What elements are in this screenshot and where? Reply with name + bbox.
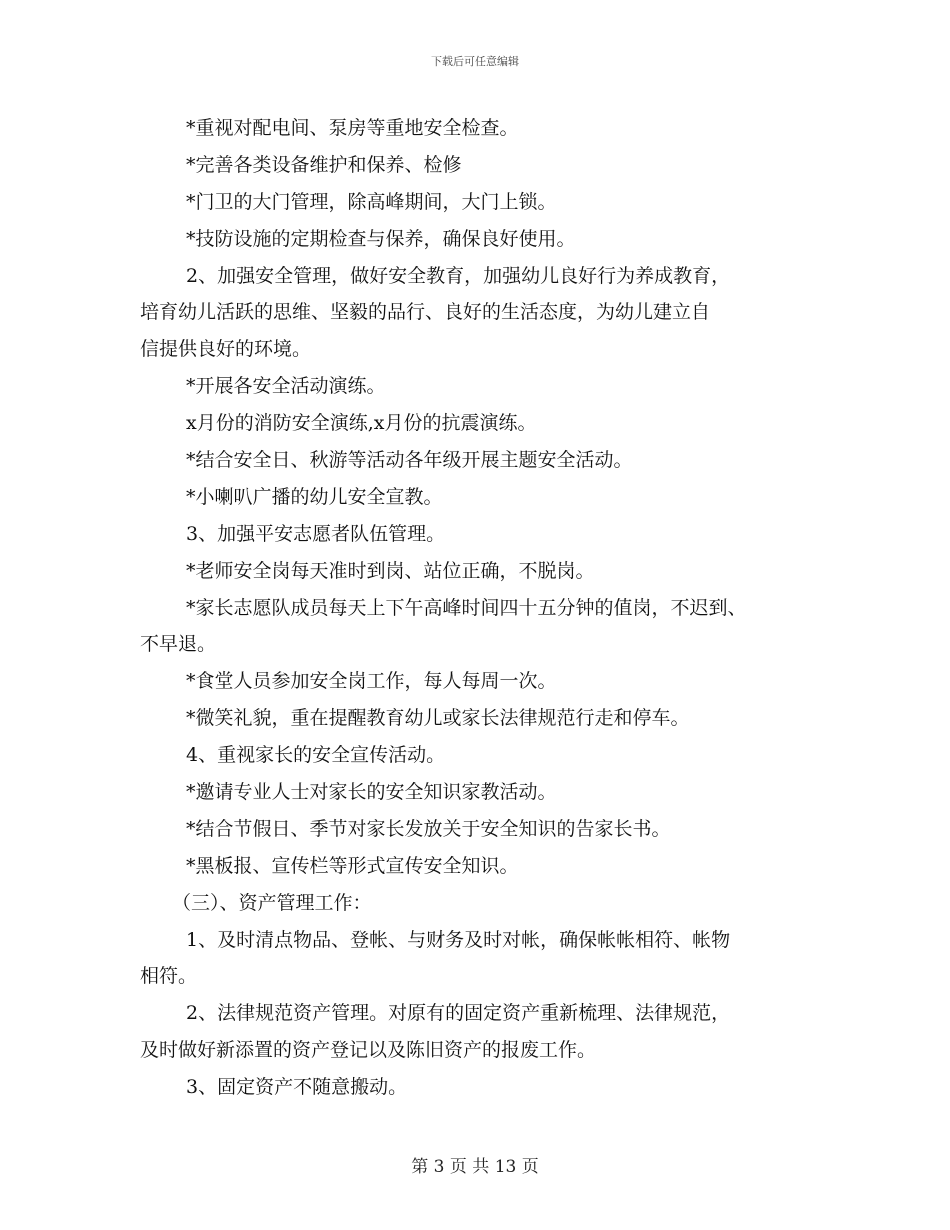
paragraph-line: 1、及时清点物品、登帐、与财务及时对帐，确保帐帐相符、帐物 [186,928,731,951]
page-header: 下载后可任意编辑 [431,55,519,68]
document-body [140,110,820,1106]
paragraph-line: 及时做好新添置的资产登记以及陈旧资产的报废工作。 [140,1039,597,1062]
paragraph-line: *开展各安全活动演练。 [186,375,386,398]
paragraph-line: *结合节假日、季节对家长发放关于安全知识的告家长书。 [186,817,671,840]
section-heading: （三）、资产管理工作： [172,891,372,914]
paragraph-line: 培育幼儿活跃的思维、坚毅的品行、良好的生活态度，为幼儿建立自 [140,301,711,324]
paragraph-line: 不早退。 [140,633,217,656]
paragraph-line: *家长志愿队成员每天上下午高峰时间四十五分钟的值岗，不迟到、 [186,596,747,619]
paragraph-line: x月份的消防安全演练,x月份的抗震演练。 [186,412,537,435]
paragraph-line: 3、加强平安志愿者队伍管理。 [186,522,446,545]
paragraph-line: *完善各类设备维护和保养、检修 [186,153,462,176]
paragraph-line: *小喇叭广播的幼儿安全宣教。 [186,485,443,508]
page-number-footer: 第 3 页 共 13 页 [411,1157,539,1177]
paragraph-line: *食堂人员参加安全岗工作，每人每周一次。 [186,670,557,693]
paragraph-line: 2、法律规范资产管理。对原有的固定资产重新梳理、法律规范， [186,1002,731,1025]
paragraph-line: *技防设施的定期检查与保养，确保良好使用。 [186,227,576,250]
paragraph-line: 相符。 [140,965,198,988]
paragraph-line: *门卫的大门管理，除高峰期间，大门上锁。 [186,190,557,213]
paragraph-line: *老师安全岗每天准时到岗、站位正确，不脱岗。 [186,559,595,582]
paragraph-line: *黑板报、宣传栏等形式宣传安全知识。 [186,854,519,877]
paragraph-line: *邀请专业人士对家长的安全知识家教活动。 [186,781,557,804]
paragraph-line: *重视对配电间、泵房等重地安全检查。 [186,117,519,139]
paragraph-line: *结合安全日、秋游等活动各年级开展主题安全活动。 [186,449,633,472]
paragraph-line: 2、加强安全管理，做好安全教育，加强幼儿良好行为养成教育， [186,264,731,287]
paragraph-line: *微笑礼貌，重在提醒教育幼儿或家长法律规范行走和停车。 [186,707,690,730]
paragraph-line: 信提供良好的环境。 [140,338,312,361]
paragraph-line: 4、重视家长的安全宣传活动。 [186,744,446,767]
paragraph-line: 3、固定资产不随意搬动。 [186,1076,408,1099]
